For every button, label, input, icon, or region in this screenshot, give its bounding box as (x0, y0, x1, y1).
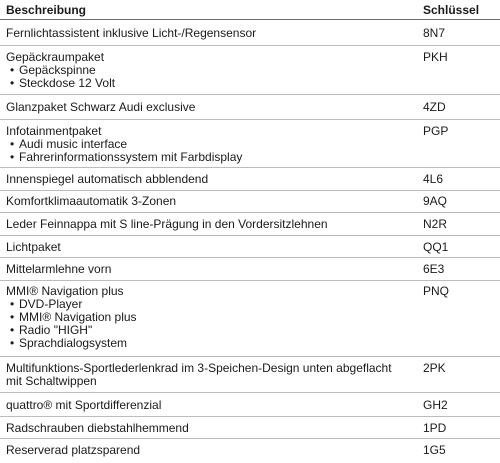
row-key: 2PK (423, 361, 446, 375)
row-description: Komfortklimaautomatik 3-Zonen (6, 194, 177, 208)
bullet-icon: • (10, 323, 15, 337)
bullet-icon: • (10, 336, 15, 350)
row-key: 4ZD (423, 100, 446, 114)
list-item: • Radio "HIGH" (10, 323, 93, 337)
list-item: • MMI® Navigation plus (10, 310, 137, 324)
row-key: GH2 (423, 398, 448, 412)
row-description: Gepäckraumpaket (6, 50, 105, 64)
row-description: Fernlichtassistent inklusive Licht-/Regensensor (6, 26, 257, 40)
list-item: • Fahrerinformationssystem mit Farbdisplay (10, 150, 243, 164)
table-row (0, 168, 500, 191)
table-row (0, 95, 500, 120)
table-row (0, 236, 500, 258)
table-row (0, 439, 500, 463)
row-key: QQ1 (423, 240, 449, 254)
table-row (0, 213, 500, 236)
row-key: 8N7 (423, 26, 446, 40)
row-description: Reserverad platzsparend (6, 443, 141, 457)
row-description: Innenspiegel automatisch abblendend (6, 172, 209, 186)
bullet-icon: • (10, 76, 15, 90)
row-description: Leder Feinnappa mit S line-Prägung in den Vordersitzlehnen (6, 217, 328, 231)
row-key: 6E3 (423, 262, 445, 276)
table-row (0, 357, 500, 393)
row-description: Mittelarmlehne vorn (6, 262, 112, 276)
row-description: MMI® Navigation plus (6, 284, 124, 298)
row-key: 9AQ (423, 194, 448, 208)
row-key: 4L6 (423, 172, 444, 186)
list-item: • Gepäckspinne (10, 63, 96, 77)
bullet-icon: • (10, 137, 15, 151)
table-row (0, 20, 500, 46)
table-row (0, 417, 500, 439)
bullet-icon: • (10, 297, 15, 311)
header-description: Beschreibung (6, 3, 87, 17)
bullet-icon: • (10, 150, 15, 164)
row-key: N2R (423, 217, 448, 231)
row-description: Infotainmentpaket (6, 124, 102, 138)
list-item: • DVD-Player (10, 297, 83, 311)
row-description: Radschrauben diebstahlhemmend (6, 421, 189, 435)
list-item: • Steckdose 12 Volt (10, 76, 116, 90)
table-header (0, 0, 500, 20)
row-description: quattro® mit Sportdifferenzial (6, 398, 162, 412)
list-item: • Audi music interface (10, 137, 128, 151)
row-description-continued: mit Schaltwippen (6, 374, 97, 388)
table-row (0, 258, 500, 281)
header-key: Schlüssel (423, 3, 480, 17)
table-row (0, 46, 500, 95)
row-description: Lichtpaket (6, 240, 61, 254)
row-description: Multifunktions-Sportlederlenkrad im 3-Speichen-Design unten abgeflacht (6, 361, 392, 375)
table-row (0, 120, 500, 168)
bullet-icon: • (10, 310, 15, 324)
row-key: PKH (423, 50, 448, 64)
row-description: Glanzpaket Schwarz Audi exclusive (6, 100, 196, 114)
list-item: • Sprachdialogsystem (10, 336, 128, 350)
row-key: PNQ (423, 284, 450, 298)
bullet-icon: • (10, 63, 15, 77)
row-key: 1G5 (423, 443, 446, 457)
row-key: 1PD (423, 421, 447, 435)
row-key: PGP (423, 124, 449, 138)
table-row (0, 393, 500, 417)
table-row (0, 191, 500, 213)
table-row (0, 281, 500, 357)
